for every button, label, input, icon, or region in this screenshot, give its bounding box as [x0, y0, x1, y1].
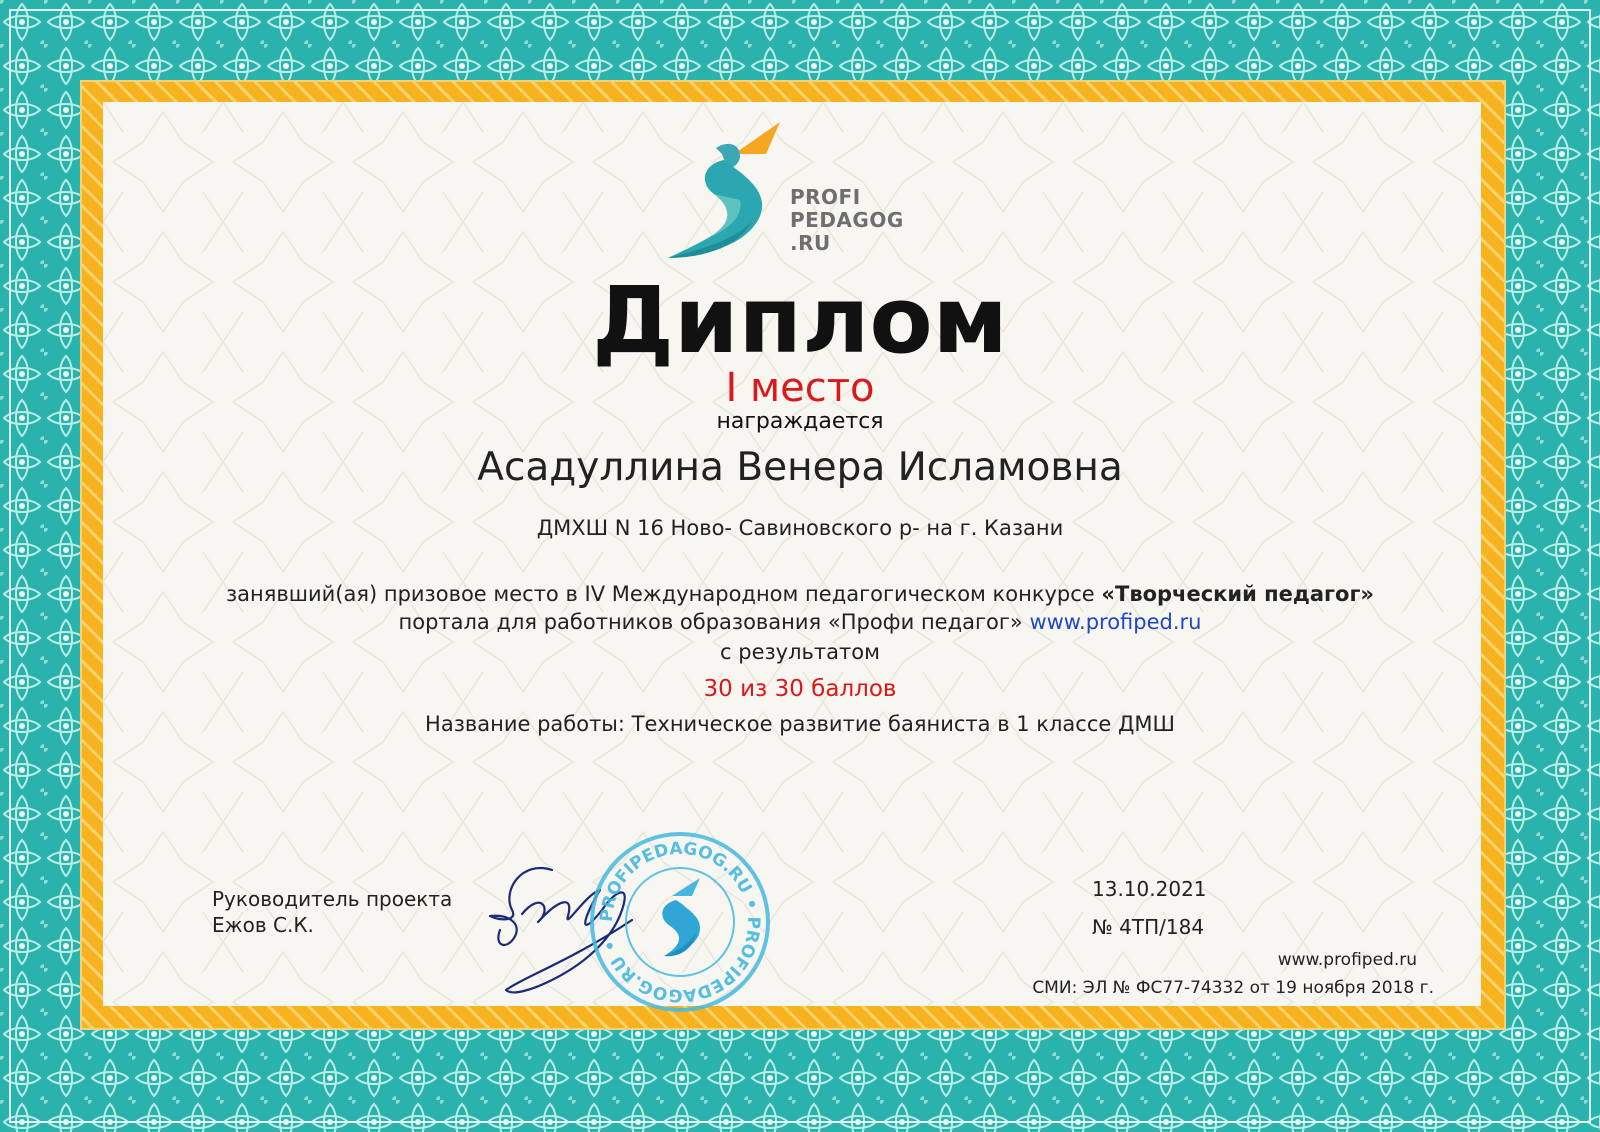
contest-text-line-1 [0, 580, 1600, 608]
logo-line-1: PROFI [790, 185, 861, 209]
place-label: I место [725, 365, 875, 411]
media-registration: СМИ: ЭЛ № ФС77-74332 от 19 ноября 2018 г. [1032, 978, 1434, 998]
leader-role: Руководитель проекта [212, 887, 453, 911]
organization-name: ДМХШ N 16 Ново- Савиновского р- на г. Казани [536, 516, 1064, 540]
contest-text-prefix: занявший(ая) призовое место в IV Международном педагогическом конкурсе [226, 582, 1102, 606]
work-title: Название работы: Техническое развитие баяниста в 1 классе ДМШ [425, 712, 1175, 736]
project-leader [212, 886, 452, 938]
contest-text-line-2 [0, 608, 1600, 636]
diploma-title: Диплом [592, 267, 1008, 374]
logo-wordmark [790, 186, 904, 255]
recipient-name: Асадуллина Венера Исламовна [477, 445, 1123, 490]
stamp-ring-text: PROFIPEDAGOG.RU • PROFIPEDAGOG.RU • [596, 838, 764, 1006]
logo-line-3: .RU [790, 231, 831, 255]
score-value: 30 из 30 баллов [703, 676, 897, 702]
diploma-number: № 4ТП/184 [1092, 915, 1205, 939]
logo-line-2: PEDAGOG [790, 208, 904, 232]
footer-website[interactable]: www.profiped.ru [1277, 950, 1417, 970]
pelican-logo-icon [668, 120, 786, 262]
contest-name: «Творческий педагог» [1101, 582, 1374, 606]
result-label: с результатом [720, 640, 880, 664]
leader-name: Ежов С.К. [212, 913, 314, 937]
portal-link[interactable]: www.profiped.ru [1029, 610, 1202, 634]
awarded-label: награждается [716, 409, 884, 434]
portal-text-prefix: портала для работников образования «Профи педагог» [398, 610, 1030, 634]
issue-date: 13.10.2021 [1092, 877, 1207, 901]
stamp-seal [588, 830, 772, 1014]
